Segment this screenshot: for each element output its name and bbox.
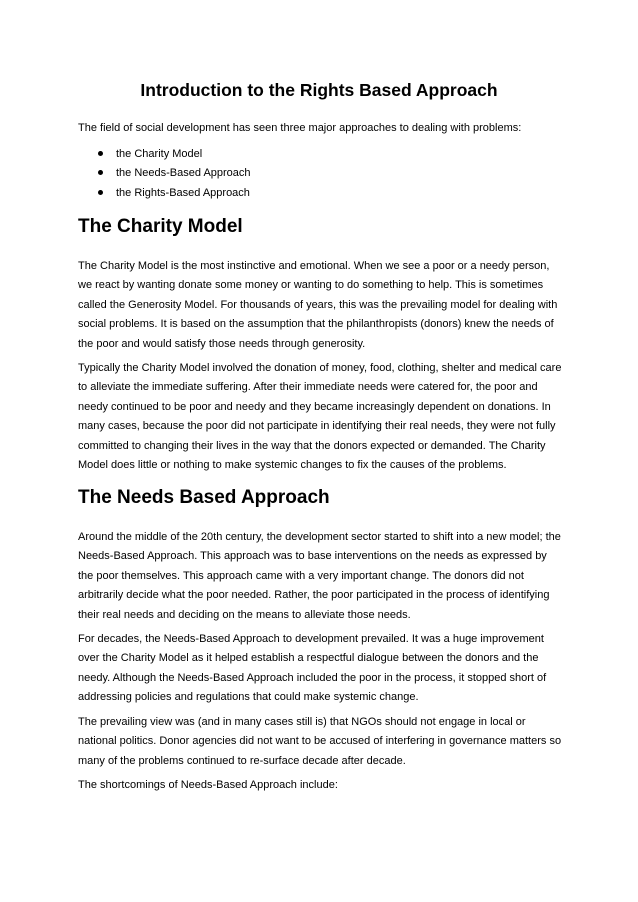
list-item [78,165,578,184]
bullet-icon [98,190,103,195]
approaches-list [78,146,578,204]
bullet-icon [98,151,103,156]
section-heading-needs-based-approach: The Needs Based Approach [78,487,330,508]
needs-paragraph-1: Around the middle of the 20th century, the development sector started to shift into a new model; the Needs-Based Approach. This approach was to base interventions on the needs as expressed by the poor themselves. This approach came with a very important change. The donors did not arbitrarily decide what the poor needed. Rather, the poor participated in the process of identifying their real needs and deciding on the means to alleviate those needs. [78,531,561,621]
list-item [78,146,578,165]
list-item [78,185,578,204]
bullet-icon [98,170,103,175]
list-item-text: the Needs-Based Approach [116,167,251,180]
needs-paragraph-3: The prevailing view was (and in many cases still is) that NGOs should not engage in local or national politics. Donor agencies did not want to be accused of interfering in governance matters so many of the problems continued to re-surface decade after decade. [78,716,562,767]
section-heading-charity-model: The Charity Model [78,216,243,237]
list-item-text: the Charity Model [116,148,203,160]
page-title: Introduction to the Rights Based Approach [140,80,498,100]
charity-paragraph-1: The Charity Model is the most instinctive and emotional. When we see a poor or a needy person, we react by wanting donate some money or wanting to do something to help. This is sometimes called the Generosity Model. For thousands of years, this was the prevailing model for dealing with social problems. It is based on the assumption that the philanthropists (donors) knew the needs of the poor and would satisfy those needs through generosity. [78,260,558,350]
intro-paragraph: The field of social development has seen three major approaches to dealing with problems: [78,122,522,134]
charity-paragraph-2: Typically the Charity Model involved the donation of money, food, clothing, shelter and medical care to alleviate the immediate suffering. After their immediate needs were catered for, the poor and needy continued to be poor and needy and they became increasingly dependent on donations. In many cases, because the poor did not participate in identifying their real needs, they were not fully committed to changing their lives in the way that the donors expected or demanded. The Charity Model does little or nothing to make systemic changes to fix the causes of the problems. [78,362,562,472]
list-item-text: the Rights-Based Approach [116,186,250,199]
needs-paragraph-4: The shortcomings of Needs-Based Approach include: [78,779,338,791]
needs-paragraph-2: For decades, the Needs-Based Approach to development prevailed. It was a huge improvement over the Charity Model as it helped establish a respectful dialogue between the donors and the needy. Although the Needs-Based Approach included the poor in the process, it stopped short of addressing policies and regulations that could make systemic change. [78,633,547,704]
